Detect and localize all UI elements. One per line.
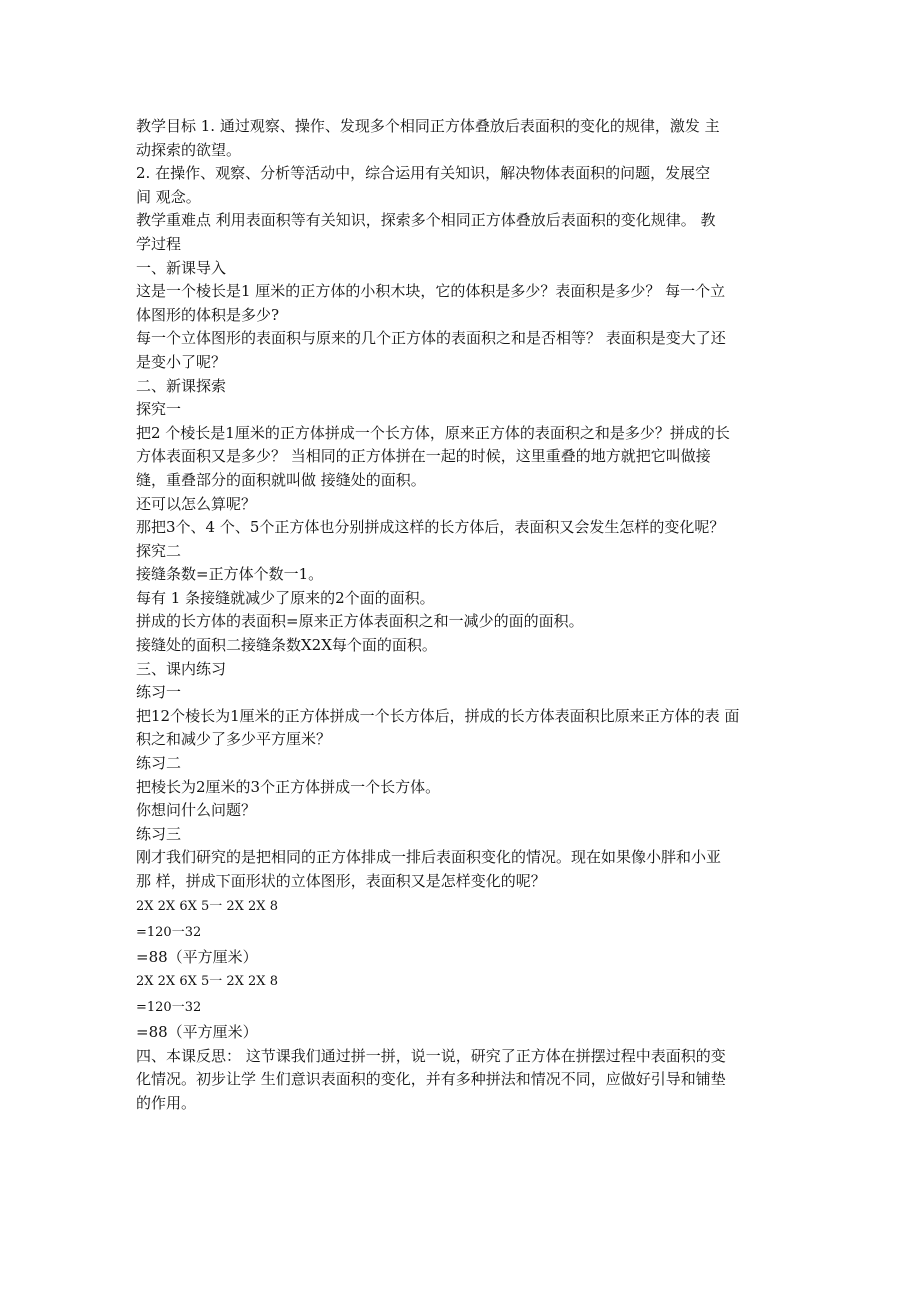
- text-line: 那把3个、4 个、5个正方体也分别拼成这样的长方体后，表面积又会发生怎样的变化呢？: [136, 518, 725, 537]
- text-line: 探究一: [136, 400, 182, 419]
- reflection-section: [136, 1045, 786, 1116]
- text-line: 练习二: [136, 754, 182, 773]
- text-line: 这是一个棱长是1 厘米的正方体的小积木块，它的体积是多少？表面积是多少？ 每一个立: [136, 282, 726, 301]
- text-line: 方体表面积又是多少？ 当相同的正方体拼在一起的时候，这里重叠的地方就把它叫做接: [136, 447, 711, 466]
- text-line: 接缝条数=正方体个数一1。: [136, 565, 324, 584]
- text-line: 缝，重叠部分的面积就叫做 接缝处的面积。: [136, 470, 426, 489]
- text-line: 把2 个棱长是1厘米的正方体拼成一个长方体，原来正方体的表面积之和是多少？拼成的长: [136, 423, 730, 442]
- formula-line: 2X 2X 6X 5一 2X 2X 8: [136, 898, 278, 914]
- formula-block-2: [136, 969, 786, 1045]
- text-line: 探究二: [136, 541, 182, 560]
- text-line: 接缝处的面积二接缝条数X2X每个面的面积。: [136, 636, 437, 655]
- text-line: 刚才我们研究的是把相同的正方体排成一排后表面积变化的情况。现在如果像小胖和小亚: [136, 848, 722, 867]
- text-line: 动探索的欲望。: [136, 140, 242, 159]
- text-line: 教学目标 1. 通过观察、操作、发现多个相同正方体叠放后表面积的变化的规律，激发 主: [136, 117, 720, 135]
- text-line: 练习三: [136, 824, 182, 843]
- text-line: 学过程: [136, 234, 182, 253]
- document-body: [136, 115, 786, 1116]
- text-line: 那 样，拼成下面形状的立体图形，表面积又是怎样变化的呢？: [136, 872, 546, 890]
- formula-result: =88（平方厘米）: [136, 1023, 258, 1042]
- text-line: 每有 1 条接缝就减少了原来的2个面的面积。: [136, 588, 435, 607]
- text-line: 每一个立体图形的表面积与原来的几个正方体的表面积之和是否相等？ 表面积是变大了还: [136, 329, 726, 348]
- formula-line: =120一32: [136, 1000, 202, 1016]
- lesson-text: [136, 115, 786, 894]
- text-line: 是变小了呢？: [136, 352, 227, 371]
- reflection-line: 化情况。初步让学 生们意识表面积的变化，并有多种拼法和情况不同，应做好引导和铺垫: [136, 1070, 726, 1089]
- text-line: 把棱长为2厘米的3个正方体拼成一个长方体。: [136, 777, 441, 796]
- text-line: 二、新课探索: [136, 376, 227, 395]
- formula-line: =120一32: [136, 924, 202, 940]
- text-line: 体图形的体积是多少?: [136, 305, 280, 324]
- text-line: 间 观念。: [136, 187, 201, 206]
- text-line: 2. 在操作、观察、分析等活动中，综合运用有关知识，解决物体表面积的问题，发展空: [136, 164, 711, 183]
- text-line: 还可以怎么算呢？: [136, 494, 257, 513]
- text-line: 积之和减少了多少平方厘米？: [136, 730, 332, 749]
- text-line: 拼成的长方体的表面积=原来正方体表面积之和一减少的面的面积。: [136, 612, 584, 631]
- reflection-line: 四、本课反思： 这节课我们通过拼一拼，说一说，研究了正方体在拼摆过程中表面积的变: [136, 1046, 726, 1065]
- formula-result: =88（平方厘米）: [136, 947, 258, 966]
- text-line: 把12个棱长为1厘米的正方体拼成一个长方体后，拼成的长方体表面积比原来正方体的表 面: [136, 706, 740, 725]
- text-line: 练习一: [136, 683, 182, 702]
- text-line: 你想问什么问题？: [136, 801, 257, 820]
- formula-line: 2X 2X 6X 5一 2X 2X 8: [136, 974, 278, 990]
- text-line: 三、课内练习: [136, 659, 227, 678]
- reflection-line: 的作用。: [136, 1093, 197, 1112]
- text-line: 一、新课导入: [136, 258, 227, 277]
- text-line: 教学重难点 利用表面积等有关知识，探索多个相同正方体叠放后表面积的变化规律。 教: [136, 211, 716, 230]
- formula-block-1: [136, 894, 786, 970]
